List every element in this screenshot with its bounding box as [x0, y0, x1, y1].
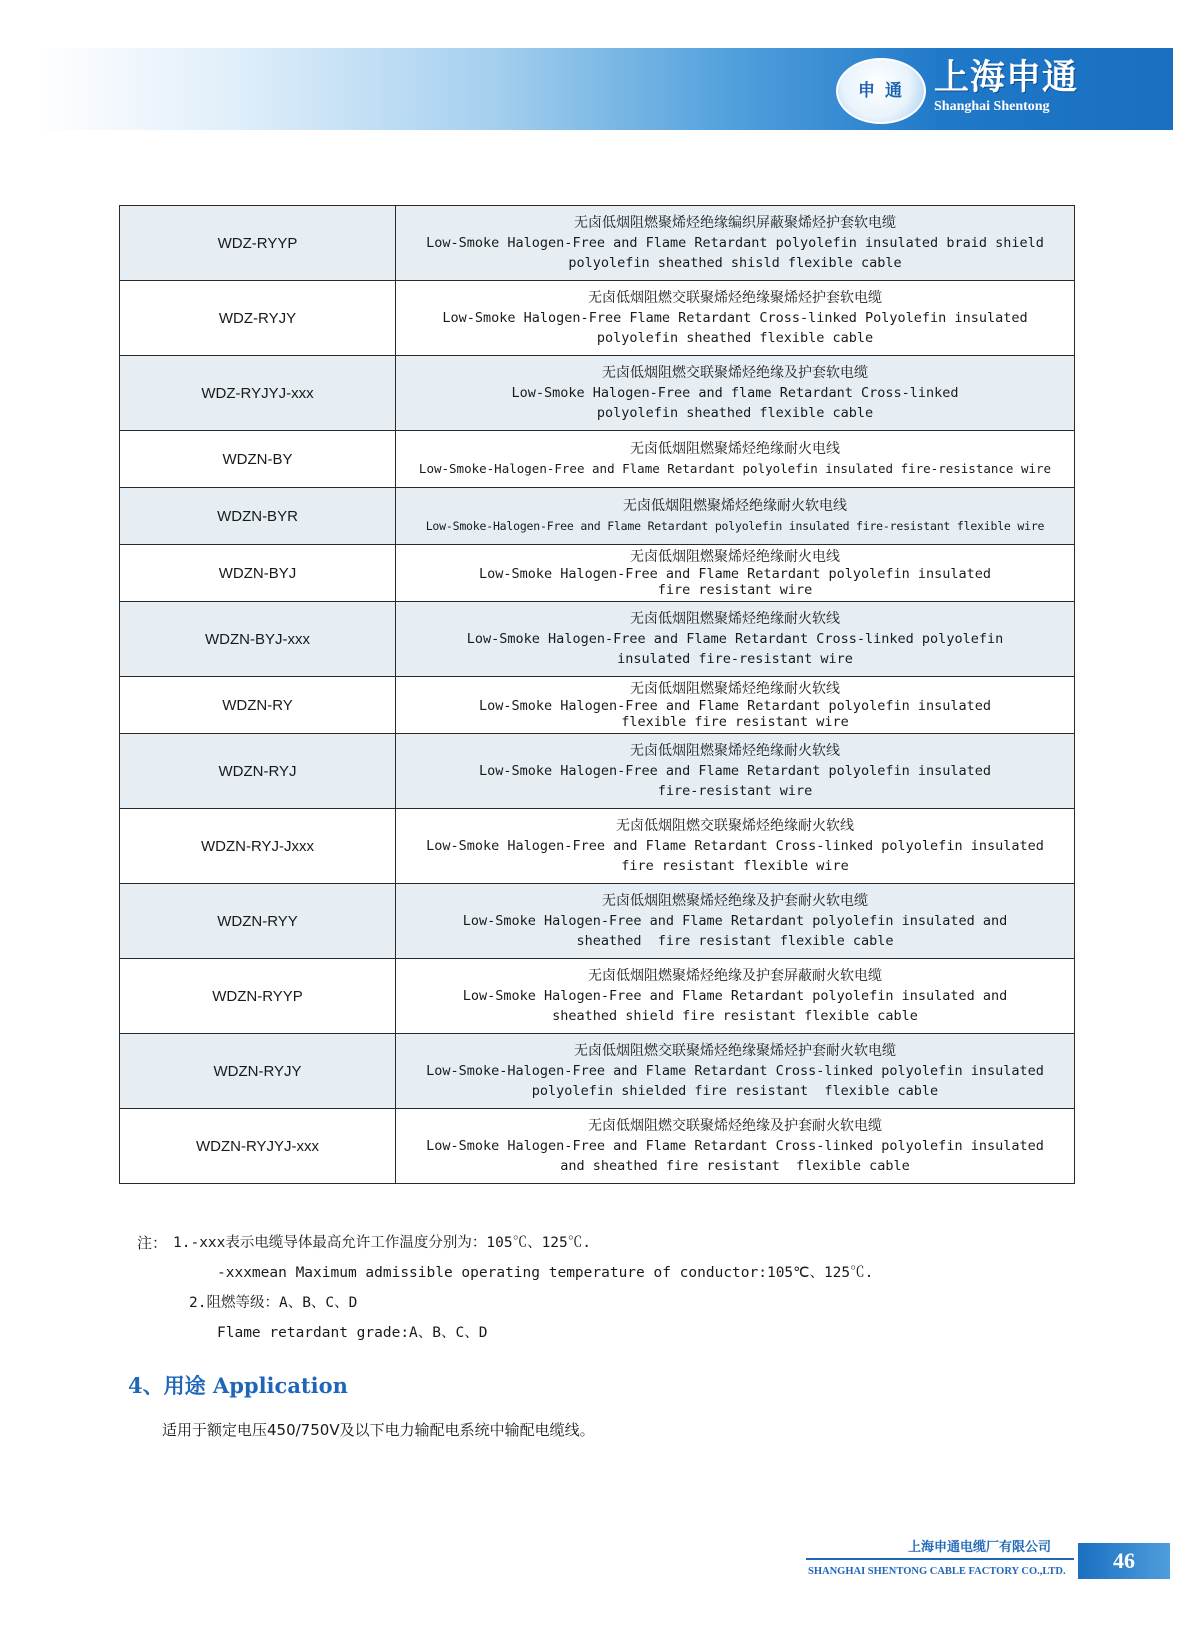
description-cn: 无卤低烟阻燃交联聚烯烃绝缘耐火软线 [616, 818, 854, 834]
description-cn: 无卤低烟阻燃交联聚烯烃绝缘聚烯烃护套耐火软电缆 [574, 1043, 896, 1059]
section-heading: 4、用途 Application [128, 1373, 348, 1398]
description-cell [396, 1109, 1075, 1184]
description-en-2: polyolefin shielded fire resistant flexible cable [531, 1083, 939, 1099]
globe-label: 申 通 [858, 81, 904, 101]
description-en-1: Low-Smoke Halogen-Free and Flame Retardant Cross-linked polyolefin insulated [426, 838, 1044, 854]
table-row [120, 734, 1075, 809]
note-2-en: Flame retardant grade:A、B、C、D [217, 1325, 488, 1341]
description-cn: 无卤低烟阻燃聚烯烃绝缘耐火电线 [630, 548, 840, 565]
table-row [120, 356, 1075, 431]
description-cell [396, 545, 1075, 602]
description-en-2: polyolefin sheathed flexible cable [596, 405, 874, 421]
description-cn: 无卤低烟阻燃聚烯烃绝缘耐火软电线 [623, 498, 847, 514]
table-row [120, 677, 1075, 734]
model-cell: WDZN-RYJY [120, 1034, 396, 1109]
description-en-2: and sheathed fire resistant flexible cable [560, 1158, 910, 1174]
table-row [120, 545, 1075, 602]
model-cell: WDZN-RYYP [120, 959, 396, 1034]
description-cell [396, 1034, 1075, 1109]
description-cell [396, 677, 1075, 734]
description-cn: 无卤低烟阻燃聚烯烃绝缘耐火软线 [630, 680, 840, 697]
description-cn: 无卤低烟阻燃聚烯烃绝缘编织屏蔽聚烯烃护套软电缆 [574, 215, 896, 231]
table-row [120, 281, 1075, 356]
model-cell: WDZN-RYJYJ-xxx [120, 1109, 396, 1184]
table-row [120, 488, 1075, 545]
description-en-2: flexible fire resistant wire [621, 713, 849, 730]
description-en-1: Low-Smoke Halogen-Free and Flame Retardant polyolefin insulated [478, 565, 992, 582]
model-cell: WDZ-RYJYJ-xxx [120, 356, 396, 431]
model-cell: WDZ-RYYP [120, 206, 396, 281]
description-cell [396, 206, 1075, 281]
table-row [120, 884, 1075, 959]
description-en-1: Low-Smoke-Halogen-Free and Flame Retardant polyolefin insulated fire-resistance wire [418, 461, 1052, 476]
description-en-1: Low-Smoke Halogen-Free and Flame Retardant polyolefin insulated and [462, 988, 1008, 1004]
description-en-2: sheathed fire resistant flexible cable [576, 933, 894, 949]
notes-block [137, 1228, 1037, 1348]
note-1-en: -xxxmean Maximum admissible operating temperature of conductor:105℃、125℃. [217, 1265, 874, 1281]
table-row [120, 1034, 1075, 1109]
note-prefix: 注： [137, 1234, 168, 1252]
description-en-2: polyolefin sheathed shisld flexible cable [568, 255, 902, 271]
description-cell [396, 431, 1075, 488]
table-row [120, 959, 1075, 1034]
note-2-cn: 2.阻燃等级：A、B、C、D [189, 1295, 358, 1311]
description-en-1: Low-Smoke-Halogen-Free and Flame Retardant Cross-linked polyolefin insulated [426, 1063, 1044, 1079]
description-cn: 无卤低烟阻燃交联聚烯烃绝缘聚烯烃护套软电缆 [588, 290, 882, 306]
model-cell: WDZN-BYJ [120, 545, 396, 602]
description-cn: 无卤低烟阻燃聚烯烃绝缘耐火软线 [630, 743, 840, 759]
model-cell: WDZN-BYR [120, 488, 396, 545]
note-1-cn: 1.-xxx表示电缆导体最高允许工作温度分别为：105℃、125℃. [173, 1235, 591, 1251]
description-en-2: polyolefin sheathed flexible cable [596, 330, 874, 346]
table-row [120, 206, 1075, 281]
model-cell: WDZN-RY [120, 677, 396, 734]
description-en-1: Low-Smoke Halogen-Free and Flame Retardant Cross-linked polyolefin insulated [426, 1138, 1044, 1154]
brand-name-cn: 上海申通 [934, 57, 1079, 98]
page-number: 46 [1113, 1548, 1135, 1573]
description-en-1: Low-Smoke Halogen-Free and Flame Retardant polyolefin insulated braid shield [426, 235, 1044, 251]
model-cell: WDZN-RYJ [120, 734, 396, 809]
table-row [120, 602, 1075, 677]
description-en-2: fire resistant flexible wire [621, 858, 849, 874]
description-en-1: Low-Smoke Halogen-Free Flame Retardant Cross-linked Polyolefin insulated [442, 310, 1028, 326]
description-cell [396, 281, 1075, 356]
model-cell: WDZN-BY [120, 431, 396, 488]
cable-model-table [119, 205, 1075, 1184]
model-cell: WDZN-BYJ-xxx [120, 602, 396, 677]
model-cell: WDZ-RYJY [120, 281, 396, 356]
description-cell [396, 488, 1075, 545]
description-en-1: Low-Smoke-Halogen-Free and Flame Retardant polyolefin insulated fire-resistant flexible wire [425, 519, 1045, 533]
description-cell [396, 734, 1075, 809]
description-cell [396, 884, 1075, 959]
description-cn: 无卤低烟阻燃聚烯烃绝缘耐火电线 [630, 441, 840, 457]
section-body: 适用于额定电压450/750V及以下电力输配电系统中输配电缆线。 [162, 1421, 595, 1439]
description-en-2: sheathed shield fire resistant flexible cable [552, 1008, 918, 1024]
model-cell: WDZN-RYJ-Jxxx [120, 809, 396, 884]
brand-name-en: Shanghai Shentong [934, 99, 1050, 114]
description-cell [396, 809, 1075, 884]
description-en-1: Low-Smoke Halogen-Free and Flame Retardant polyolefin insulated [478, 763, 992, 779]
model-cell: WDZN-RYY [120, 884, 396, 959]
description-en-1: Low-Smoke Halogen-Free and Flame Retardant polyolefin insulated [478, 697, 992, 714]
description-cn: 无卤低烟阻燃交联聚烯烃绝缘及护套耐火软电缆 [588, 1118, 882, 1134]
description-en-1: Low-Smoke Halogen-Free and Flame Retardant Cross-linked polyolefin [466, 631, 1004, 647]
table-row [120, 809, 1075, 884]
description-en-1: Low-Smoke Halogen-Free and Flame Retardant polyolefin insulated and [462, 913, 1008, 929]
description-cn: 无卤低烟阻燃交联聚烯烃绝缘及护套软电缆 [602, 365, 868, 381]
table-row [120, 1109, 1075, 1184]
description-en-2: fire-resistant wire [657, 783, 813, 799]
description-cell [396, 602, 1075, 677]
description-cell [396, 356, 1075, 431]
footer-divider [806, 1558, 1074, 1560]
description-en-2: fire resistant wire [657, 581, 813, 598]
footer-company-cn: 上海申通电缆厂有限公司 [908, 1540, 1052, 1555]
footer-company-en: SHANGHAI SHENTONG CABLE FACTORY CO.,LTD. [808, 1566, 1066, 1577]
description-cn: 无卤低烟阻燃聚烯烃绝缘耐火软线 [630, 611, 840, 627]
description-cell [396, 959, 1075, 1034]
company-logo [836, 58, 1096, 124]
table-row [120, 431, 1075, 488]
description-en-2: insulated fire-resistant wire [617, 651, 853, 667]
description-en-1: Low-Smoke Halogen-Free and flame Retardant Cross-linked [511, 385, 959, 401]
description-cn: 无卤低烟阻燃聚烯烃绝缘及护套耐火软电缆 [602, 893, 868, 909]
description-cn: 无卤低烟阻燃聚烯烃绝缘及护套屏蔽耐火软电缆 [588, 968, 882, 984]
